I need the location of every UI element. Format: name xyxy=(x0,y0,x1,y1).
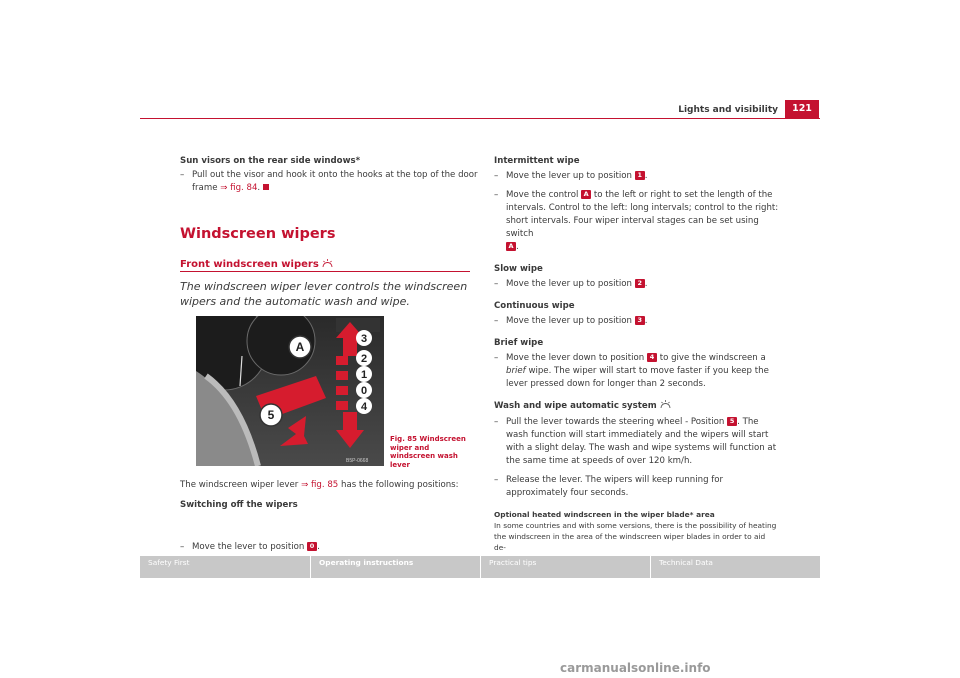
end-mark-icon xyxy=(263,184,269,190)
wiper-lever-figure xyxy=(196,316,384,466)
fig-label-3: 3 xyxy=(360,333,368,345)
position-5-badge: 5 xyxy=(727,417,737,426)
wash-step-1: – Pull the lever towards the steering wheel - Position 5 . The wash function will start immediately and the wipers will start with a slight delay. The wash and wipe systems will function at the same time at speeds of over 120 km/h. xyxy=(494,417,777,466)
fig-label-5: 5 xyxy=(267,408,275,422)
switching-off-heading: Switching off the wipers xyxy=(180,500,298,510)
heated-heading: Optional heated windscreen in the wiper blade* area xyxy=(494,510,715,519)
continuous-heading: Continuous wipe xyxy=(494,301,575,311)
sunvisor-heading: Sun visors on the rear side windows* xyxy=(180,156,361,166)
fig-label-A: A xyxy=(295,340,305,354)
header-divider xyxy=(140,118,820,119)
fig-label-1: 1 xyxy=(360,369,368,381)
info-sun-icon xyxy=(322,259,333,271)
heated-text: In some countries and with some versions, there is the possibility of heating the windscreen in the area of the windscreen wiper blades in order to aid de- xyxy=(494,521,777,552)
position-4-badge: 4 xyxy=(647,353,657,362)
section-title: Windscreen wipers xyxy=(180,226,336,242)
page-number: 121 xyxy=(785,100,819,118)
footer-tab-technical-data[interactable]: Technical Data xyxy=(659,558,713,567)
figure-caption: Fig. 85 Windscreen wiper and windscreen wash lever xyxy=(390,435,466,469)
intermittent-step-1: – Move the lever up to position 1 . xyxy=(494,171,648,181)
sunvisor-step: – Pull out the visor and hook it onto the hooks at the top of the door frame ⇒ fig. 84. xyxy=(180,170,478,193)
position-2-badge: 2 xyxy=(635,279,645,288)
fig-label-0: 0 xyxy=(360,385,368,397)
lever-intro: The windscreen wiper lever ⇒ fig. 85 has the following positions: xyxy=(180,480,459,490)
control-A-badge: A xyxy=(581,190,591,199)
fig-label-2: 2 xyxy=(360,353,368,365)
slow-heading: Slow wipe xyxy=(494,264,543,274)
footer-nav xyxy=(140,556,820,578)
watermark: carmanualsonline.info xyxy=(560,661,711,675)
position-1-badge: 1 xyxy=(635,171,645,180)
intermittent-step-2: – Move the control A to the left or right to set the length of the intervals. Control to the left: long intervals; control to the right: short intervals. Four wiper interval stages can be set using switch A . xyxy=(494,190,779,252)
footer-tab-safety-first[interactable]: Safety First xyxy=(148,558,190,567)
fig84-link[interactable]: ⇒ fig. 84 xyxy=(220,183,258,193)
slow-step: – Move the lever up to position 2 . xyxy=(494,279,648,289)
fig-label-4: 4 xyxy=(360,401,368,413)
position-3-badge: 3 xyxy=(635,316,645,325)
wash-heading: Wash and wipe automatic system xyxy=(494,400,779,414)
switching-off-step: – Move the lever to position 0 . xyxy=(180,542,320,552)
footer-tab-operating-instructions[interactable]: Operating instructions xyxy=(319,558,414,567)
brief-step: – Move the lever down to position 4 to give the windscreen a brief wipe. The wiper will start to move faster if you keep the lever pressed down for longer than 2 seconds. xyxy=(494,353,769,389)
position-0-badge: 0 xyxy=(307,542,317,551)
footer-tab-practical-tips[interactable]: Practical tips xyxy=(489,558,537,567)
switch-A-badge: A xyxy=(506,242,516,251)
intermittent-heading: Intermittent wipe xyxy=(494,156,580,166)
subsection-title: Front windscreen wipers xyxy=(180,259,333,271)
subsection-divider xyxy=(180,271,470,272)
fig85-link[interactable]: ⇒ fig. 85 xyxy=(301,480,339,490)
info-sun-icon xyxy=(660,400,671,414)
page-header-title: Lights and visibility xyxy=(678,105,778,115)
continuous-step: – Move the lever up to position 3 . xyxy=(494,316,648,326)
wash-step-2: – Release the lever. The wipers will keep running for approximately four seconds. xyxy=(494,475,724,498)
brief-heading: Brief wipe xyxy=(494,338,544,348)
right-column xyxy=(494,155,779,553)
lead-paragraph: The windscreen wiper lever controls the windscreen wipers and the automatic wash and wipe. xyxy=(180,280,468,308)
figure-code: B5P-0668 xyxy=(346,458,369,464)
